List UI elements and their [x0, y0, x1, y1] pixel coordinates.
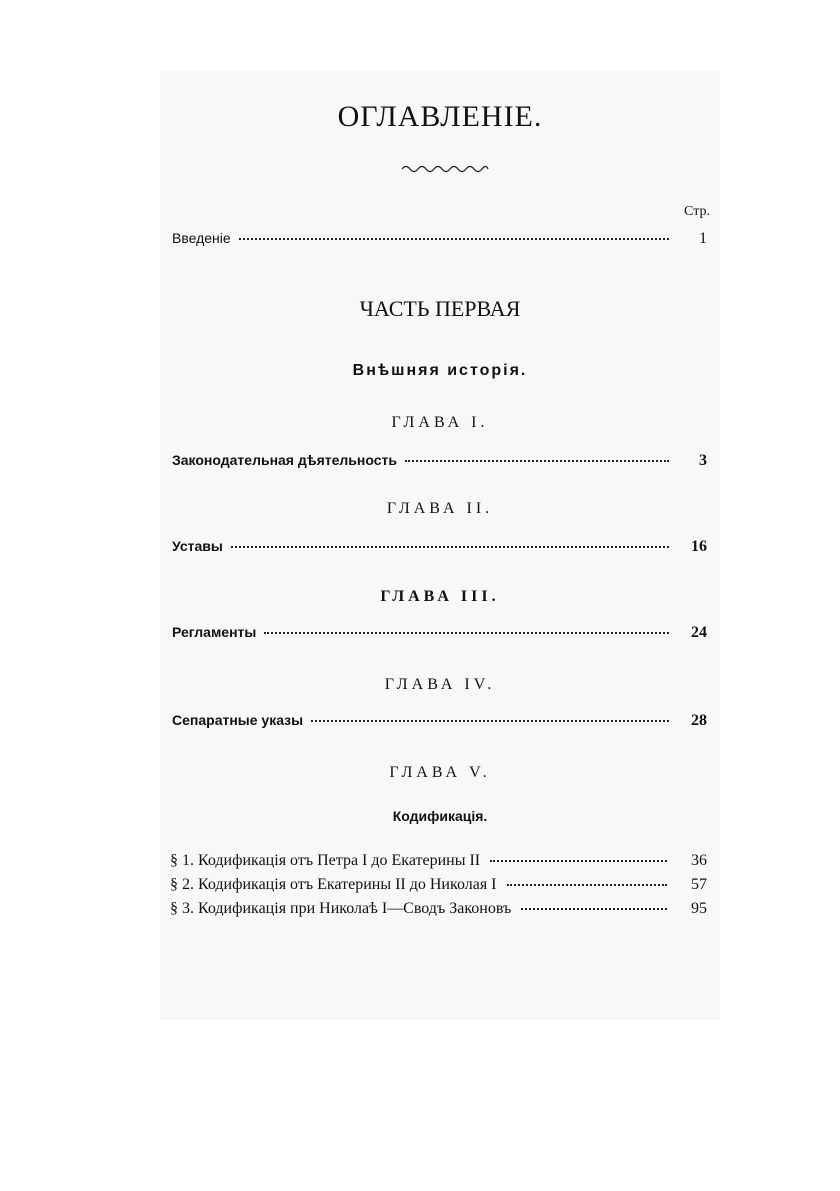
toc-entry-page: 24: [691, 624, 707, 641]
page-column-label: Стр.: [684, 204, 710, 219]
toc-entry-label: Сепаратные указы: [172, 712, 304, 728]
toc-entry-page: 95: [691, 900, 707, 917]
part-subtitle: Внѣшняя исторія.: [352, 362, 528, 379]
dot-leader: [405, 460, 669, 462]
toc-entry-label: § 2. Кодификація отъ Екатерины II до Николая I: [170, 876, 497, 893]
dot-leader: [231, 546, 669, 548]
dot-leader: [521, 908, 667, 910]
chapter-heading: ГЛАВА III.: [380, 588, 500, 605]
chapter-heading: ГЛАВА II.: [386, 500, 494, 517]
dot-leader: [507, 884, 668, 886]
toc-section-entry: [170, 852, 707, 874]
decorative-ornament: [400, 162, 490, 174]
chapter-section-title: Кодификація.: [392, 808, 488, 824]
toc-entry-label: Уставы: [172, 538, 223, 554]
toc-entry: [172, 538, 707, 560]
toc-entry-label: Регламенты: [172, 624, 257, 640]
dot-leader: [311, 720, 669, 722]
toc-entry-page: 1: [699, 230, 707, 247]
toc-entry: [172, 452, 707, 474]
toc-entry-page: 36: [691, 852, 707, 869]
toc-entry-page: 57: [691, 876, 707, 893]
toc-entry: [172, 712, 707, 734]
dot-leader: [490, 860, 667, 862]
toc-entry-label: § 3. Кодификація при Николаѣ I—Сводъ Законовъ: [170, 900, 512, 917]
toc-entry-introduction: [172, 230, 707, 252]
toc-entry: [172, 624, 707, 646]
toc-entry-label: Введеніе: [172, 230, 231, 246]
page-title: ОГЛАВЛЕНІЕ.: [337, 100, 543, 133]
chapter-heading: ГЛАВА V.: [389, 764, 491, 781]
toc-entry-label: Законодательная дѣятельность: [172, 452, 397, 468]
toc-entry-page: 3: [699, 452, 707, 469]
chapter-heading: ГЛАВА I.: [391, 414, 489, 431]
toc-entry-page: 16: [691, 538, 707, 555]
toc-section-entry: [170, 876, 707, 898]
dot-leader: [264, 632, 669, 634]
toc-section-entry: [170, 900, 707, 922]
part-title: ЧАСТЬ ПЕРВАЯ: [359, 296, 521, 321]
book-page: [160, 70, 720, 1020]
toc-entry-label: § 1. Кодификація отъ Петра I до Екатерины II: [170, 852, 481, 869]
dot-leader: [239, 238, 669, 240]
toc-entry-page: 28: [691, 712, 707, 729]
chapter-heading: ГЛАВА IV.: [384, 676, 496, 693]
